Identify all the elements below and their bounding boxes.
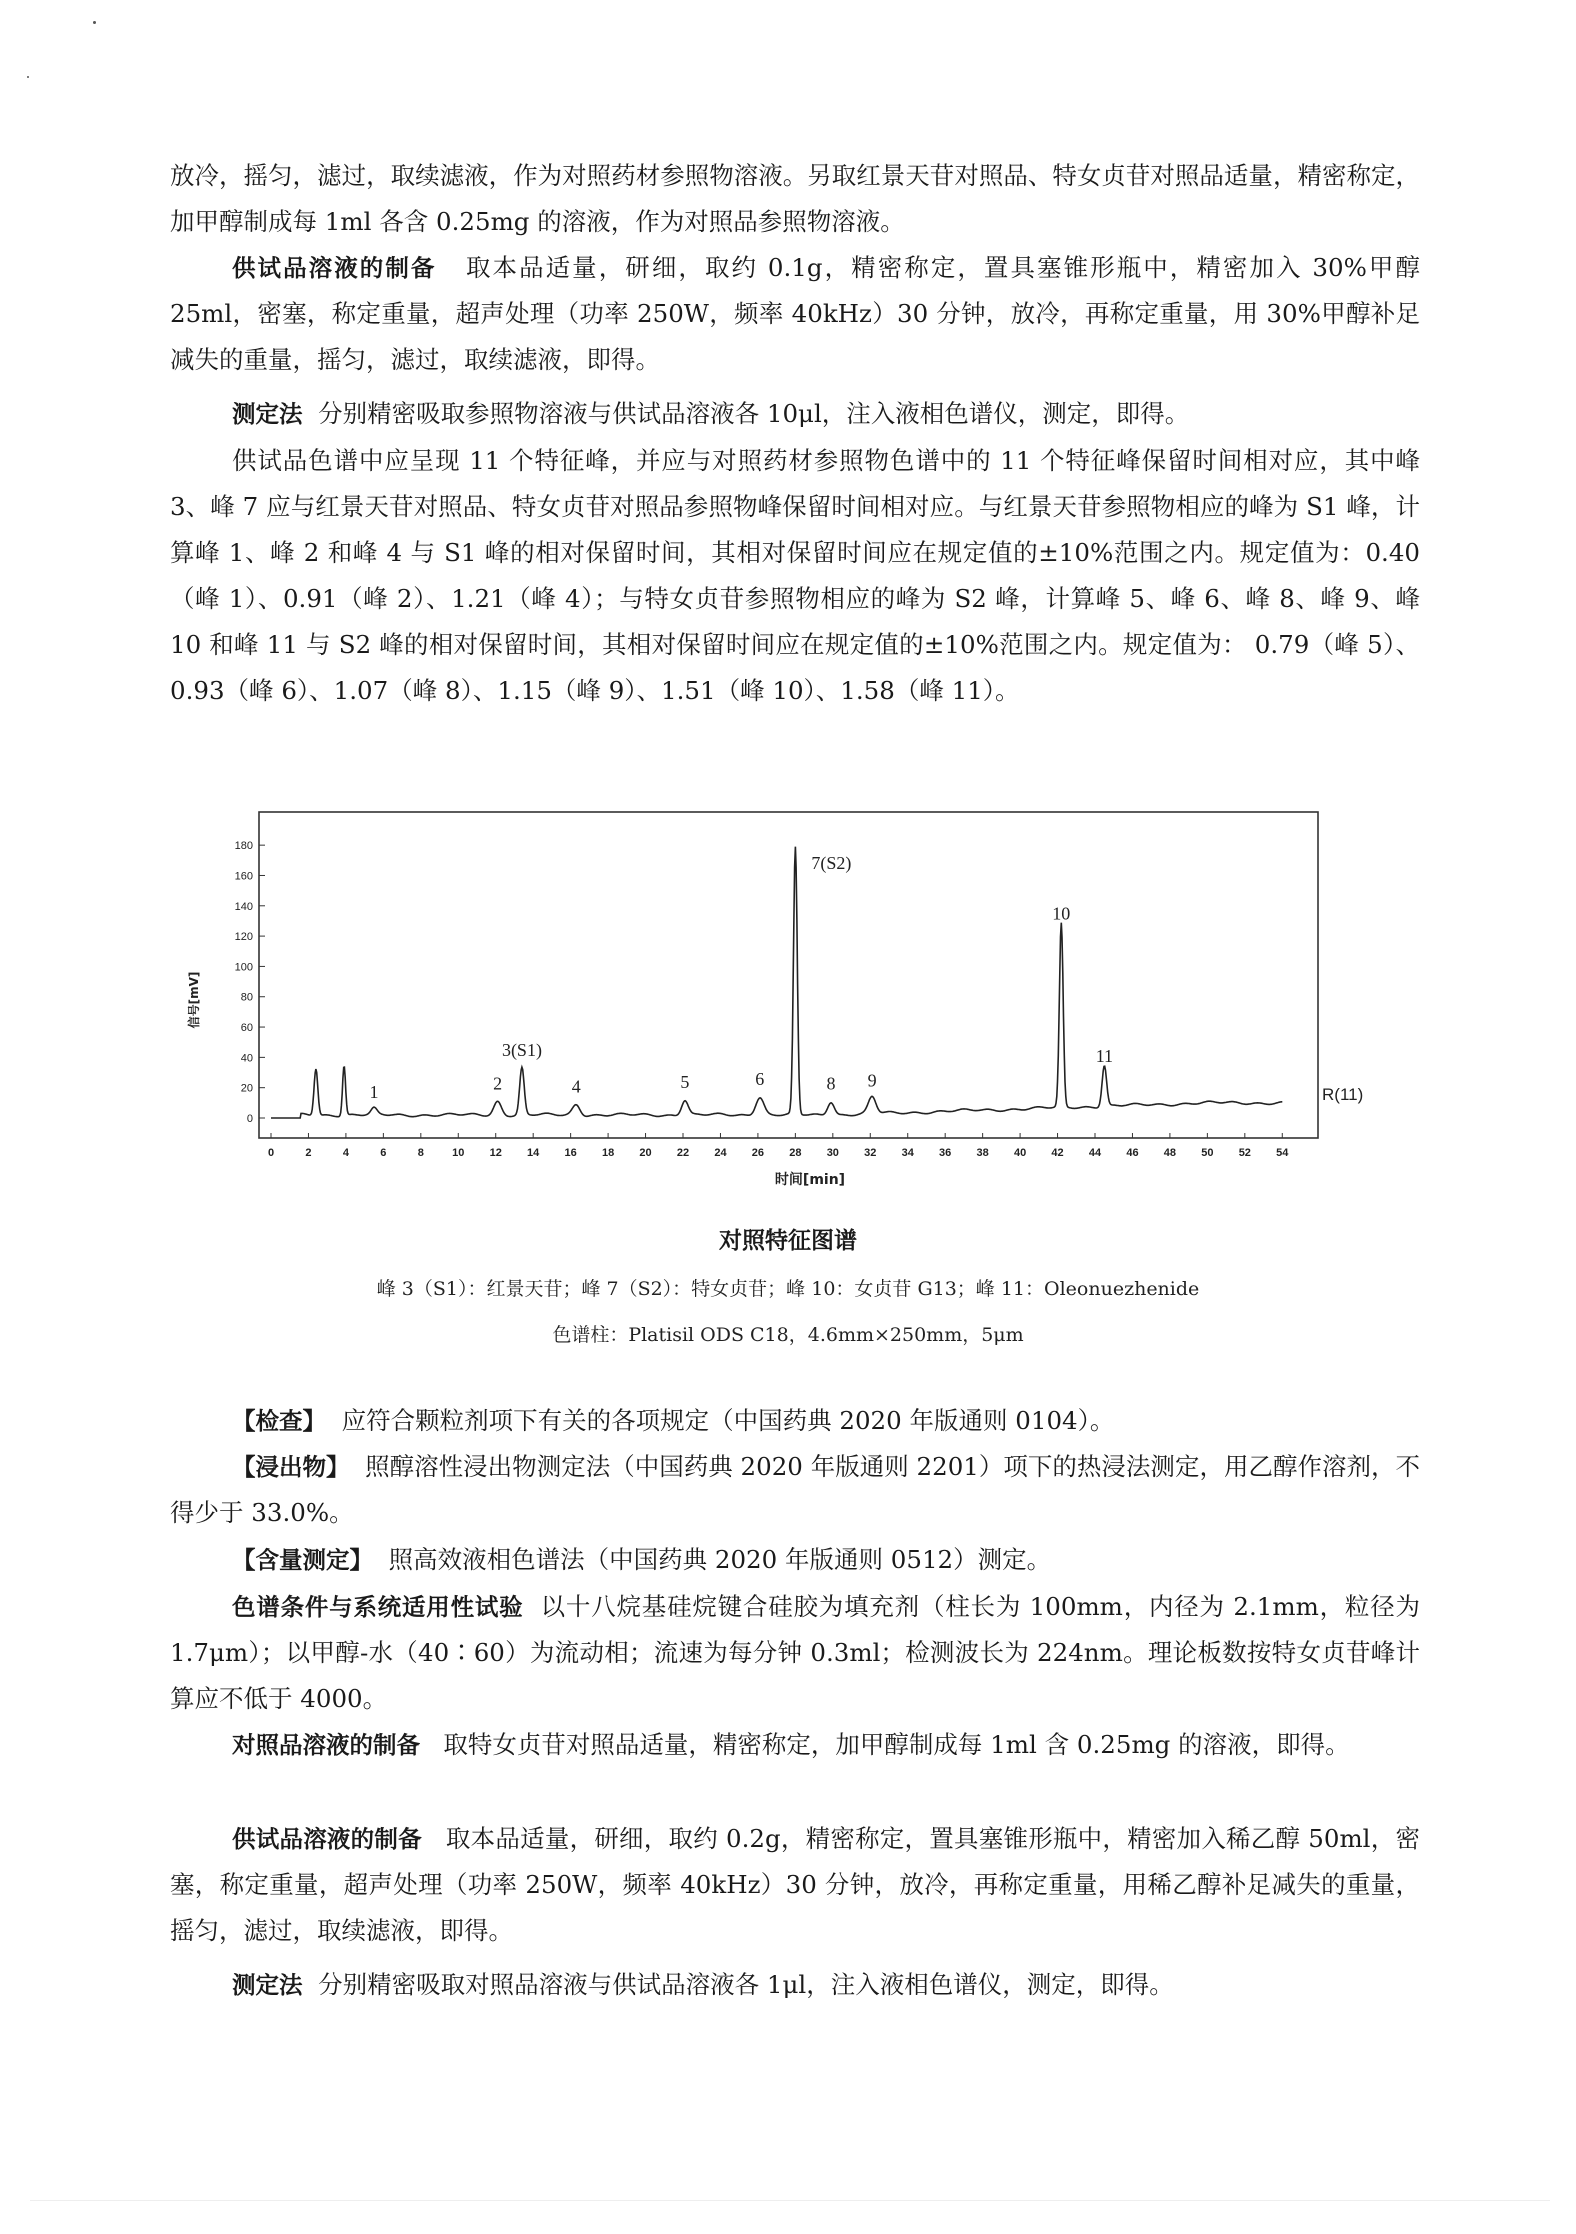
x-tick-label: 54 <box>1276 1147 1289 1159</box>
chromatogram-figure <box>170 800 1420 1200</box>
paragraph-method <box>170 391 1420 437</box>
section-check <box>170 1398 1420 1444</box>
x-tick-label: 22 <box>676 1147 690 1159</box>
section-heading: 【检查】 <box>232 1407 326 1435</box>
section-chromatographic-conditions <box>170 1584 1420 1722</box>
chromatogram-chart <box>170 800 1420 1200</box>
x-tick-label: 18 <box>601 1147 615 1159</box>
figure-peak-legend: 峰 3（S1）：红景天苷；峰 7（S2）：特女贞苷；峰 10：女贞苷 G13；峰 11：Oleonuezhenide <box>376 1278 1200 1300</box>
x-tick-label: 32 <box>864 1147 877 1159</box>
paragraph-lead: 对照品溶液的制备 <box>232 1731 420 1759</box>
peak-label: 7(S2) <box>811 853 852 874</box>
y-tick-label: 40 <box>240 1052 253 1065</box>
paragraph-body: 取本品适量，研细，取约 0.1g，精密称定，置具塞锥形瓶中，精密加入 30%甲醇 25ml，密塞，称定重量，超声处理（功率 250W，频率 40kHz）30 分钟，放冷，再称定重量，用 30%甲醇补足减失的重量，摇匀，滤过，取续滤液，即得。 <box>170 253 1420 374</box>
peak-label: 9 <box>867 1070 877 1091</box>
paragraph-reference-solution-end: 放冷，摇匀，滤过，取续滤液，作为对照药材参照物溶液。另取红景天苷对照品、特女贞苷对照品适量，精密称定，加甲醇制成每 1ml 各含 0.25mg 的溶液，作为对照品参照物溶液。 <box>170 161 1420 236</box>
section-body: 应符合颗粒剂项下有关的各项规定（中国药典 2020 年版通则 0104）。 <box>341 1406 1115 1435</box>
peak-label: 3(S1) <box>501 1039 542 1060</box>
x-tick-label: 52 <box>1238 1147 1251 1159</box>
x-tick-label: 48 <box>1163 1147 1177 1159</box>
peak-label: 11 <box>1095 1046 1114 1067</box>
y-tick-label: 60 <box>240 1022 253 1035</box>
x-tick-label: 50 <box>1201 1147 1214 1159</box>
x-axis-title: 时间[min] <box>774 1172 846 1188</box>
paragraph-lead: 测定法 <box>232 1971 303 1999</box>
x-tick-label: 16 <box>564 1147 577 1159</box>
x-tick-label: 6 <box>380 1147 387 1159</box>
paragraph-body: 以十八烷基硅烷键合硅胶为填充剂（柱长为 100mm，内径为 2.1mm，粒径为 1.7μm）；以甲醇-水（40∶60）为流动相；流速为每分钟 0.3ml；检测波长为 224nm。理论板数按特女贞苷峰计算应不低于 4000。 <box>170 1592 1421 1713</box>
x-tick-label: 42 <box>1051 1147 1064 1159</box>
y-tick-label: 80 <box>240 991 253 1004</box>
x-tick-label: 4 <box>342 1147 349 1159</box>
peak-label: 10 <box>1052 903 1071 924</box>
x-tick-label: 2 <box>305 1147 312 1159</box>
peak-label: 6 <box>755 1068 765 1089</box>
section-extract <box>170 1444 1420 1536</box>
peak-label: 4 <box>571 1076 581 1097</box>
paragraph-body: 分别精密吸取对照品溶液与供试品溶液各 1μl，注入液相色谱仪，测定，即得。 <box>318 1970 1174 1999</box>
paragraph-body: 取本品适量，研细，取约 0.2g，精密称定，置具塞锥形瓶中，精密加入稀乙醇 50ml，密塞，称定重量，超声处理（功率 250W，频率 40kHz）30 分钟，放冷，再称定重量，用稀乙醇补足减失的重量，摇匀，滤过，取续滤液，即得。 <box>170 1824 1420 1945</box>
x-tick-label: 20 <box>639 1147 652 1159</box>
peak-label: 5 <box>680 1071 690 1092</box>
x-tick-label: 14 <box>527 1147 540 1159</box>
scan-speck <box>27 76 29 78</box>
x-tick-label: 46 <box>1126 1147 1139 1159</box>
trace-label: R(11) <box>1322 1085 1364 1104</box>
x-tick-label: 34 <box>901 1147 914 1159</box>
y-tick-label: 140 <box>234 900 253 913</box>
section-reference-solution <box>170 1722 1420 1768</box>
y-tick-label: 180 <box>234 840 253 853</box>
section-body: 照高效液相色谱法（中国药典 2020 年版通则 0512）测定。 <box>388 1545 1052 1574</box>
x-tick-label: 44 <box>1088 1147 1102 1159</box>
scan-edge-line <box>30 2200 1550 2201</box>
scan-speck <box>93 21 96 24</box>
peak-label: 2 <box>493 1073 503 1094</box>
section-method <box>170 1962 1420 2008</box>
plot-frame <box>259 812 1318 1138</box>
section-test-solution <box>170 1816 1420 1954</box>
paragraph-body: 取特女贞苷对照品适量，精密称定，加甲醇制成每 1ml 含 0.25mg 的溶液，即得。 <box>443 1730 1350 1759</box>
section-assay <box>170 1537 1420 1583</box>
peak-label: 8 <box>826 1073 836 1094</box>
x-tick-label: 26 <box>751 1147 765 1159</box>
x-tick-label: 12 <box>489 1147 502 1159</box>
paragraph-lead: 供试品溶液的制备 <box>232 254 437 282</box>
section-heading: 【浸出物】 <box>232 1453 350 1481</box>
x-tick-label: 28 <box>789 1147 802 1159</box>
peak-label: 1 <box>369 1081 379 1102</box>
figure-column-info: 色谱柱：Platisil ODS C18，4.6mm×250mm，5μm <box>552 1324 1024 1346</box>
y-tick-label: 20 <box>240 1082 253 1095</box>
section-heading: 【含量测定】 <box>232 1546 373 1574</box>
paragraph-lead: 测定法 <box>232 400 303 428</box>
x-tick-label: 40 <box>1013 1147 1027 1159</box>
paragraph-lead: 供试品溶液的制备 <box>232 1825 422 1853</box>
x-tick-label: 36 <box>939 1147 952 1159</box>
x-tick-label: 0 <box>267 1147 275 1159</box>
x-tick-label: 30 <box>826 1147 839 1159</box>
y-tick-label: 160 <box>234 870 253 883</box>
x-tick-label: 38 <box>976 1147 989 1159</box>
x-tick-label: 8 <box>417 1147 424 1159</box>
x-tick-label: 24 <box>714 1147 727 1159</box>
section-body: 照醇溶性浸出物测定法（中国药典 2020 年版通则 2201）项下的热浸法测定，用乙醇作溶剂，不得少于 33.0%。 <box>170 1452 1421 1527</box>
y-tick-label: 100 <box>234 961 253 974</box>
y-tick-label: 120 <box>234 931 253 944</box>
paragraph-characteristic-peaks: 供试品色谱中应呈现 11 个特征峰，并应与对照药材参照物色谱中的 11 个特征峰保留时间相对应，其中峰 3、峰 7 应与红景天苷对照品、特女贞苷对照品参照物峰保留时间相对应。与红景天苷参照物相应的峰为 S1 峰，计算峰 1、峰 2 和峰 4 与 S1 峰的相对保留时间，其相对保留时间应在规定值的±10%范围之内。规定值为：0.40（峰 1）、0.91（峰 2）、1.21（峰 4）；与特女贞苷参照物相应的峰为 S2 峰，计算峰 5、峰 6、峰 8、峰 9、峰 10 和峰 11 与 S2 峰的相对保留时间，其相对保留时间应在规定值的±10%范围之内。规定值为： 0.79（峰 5）、0.93（峰 6）、1.07（峰 8）、1.15（峰 9）、1.51（峰 10）、1.58（峰 11）。 <box>170 446 1420 705</box>
y-axis-title: 信号[mV] <box>187 971 201 1029</box>
x-tick-label: 10 <box>452 1147 465 1159</box>
paragraph-lead: 色谱条件与系统适用性试验 <box>232 1593 524 1621</box>
paragraph-test-solution-prep <box>170 245 1420 383</box>
y-tick-label: 0 <box>246 1113 253 1125</box>
paragraph-body: 分别精密吸取参照物溶液与供试品溶液各 10μl，注入液相色谱仪，测定，即得。 <box>318 399 1190 428</box>
figure-title: 对照特征图谱 <box>719 1228 857 1254</box>
